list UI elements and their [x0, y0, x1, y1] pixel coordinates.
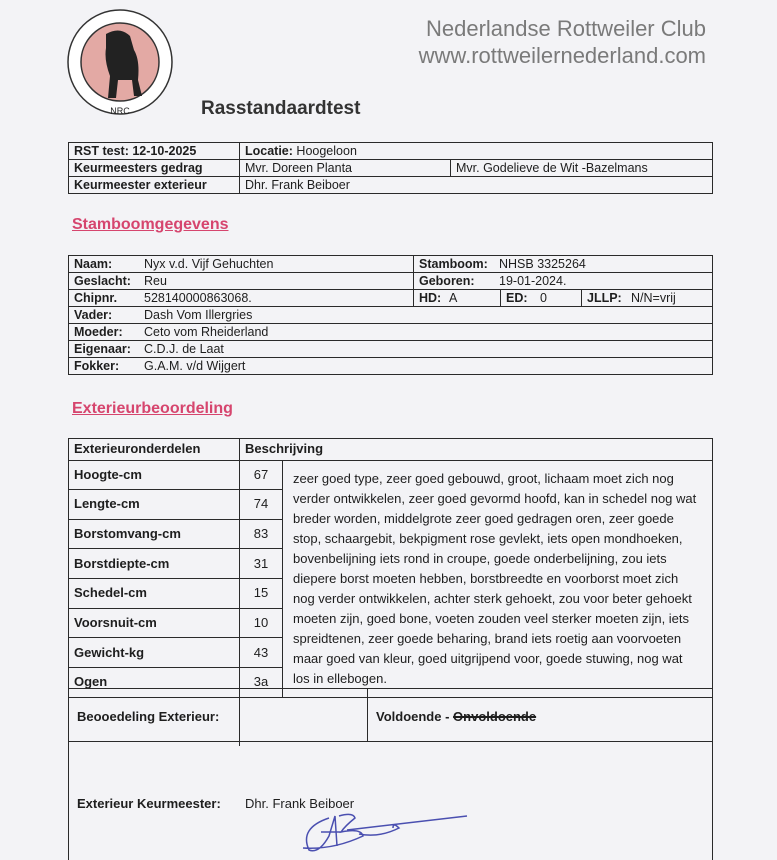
signature-label: Exterieur Keurmeester:: [77, 796, 221, 811]
eigenaar-label: Eigenaar:: [74, 342, 131, 356]
stamboom-table: [68, 255, 713, 375]
row-label: Borstomvang-cm: [69, 519, 240, 549]
row-value: 67: [240, 460, 283, 490]
geboren-label: Geboren:: [419, 274, 475, 288]
locatie-value: Hoogeloon: [296, 144, 357, 158]
moeder-value: Ceto vom Rheiderland: [144, 325, 269, 339]
hd-value: A: [449, 291, 458, 305]
chip-value: 528140000863068.: [144, 291, 252, 305]
col-header-onderdelen: Exterieuronderdelen: [69, 439, 240, 461]
exterieur-row: [69, 460, 713, 490]
beoordeling-struck-option: Onvoldoende: [453, 709, 537, 724]
beoordeling-result: Voldoende -: [376, 709, 454, 724]
handwritten-signature: [299, 808, 489, 858]
row-value: 15: [240, 579, 283, 609]
ed-value: 0: [540, 291, 547, 305]
exterieur-judge: Dhr. Frank Beiboer: [240, 177, 713, 194]
col-header-beschrijving: Beschrijving: [240, 439, 713, 461]
beoordeling-label-cell: [68, 688, 368, 742]
row-value: 83: [240, 519, 283, 549]
row-label: Borstdiepte-cm: [69, 549, 240, 579]
geslacht-label: Geslacht:: [74, 274, 131, 288]
row-label: Hoogte-cm: [69, 460, 240, 490]
naam-label: Naam:: [74, 257, 113, 271]
exterieur-label: Keurmeester exterieur: [69, 177, 240, 194]
row-value: 74: [240, 490, 283, 520]
gedrag-judge-1: Mvr. Doreen Planta: [240, 160, 451, 177]
row-label: Schedel-cm: [69, 579, 240, 609]
gedrag-label: Keurmeesters gedrag: [69, 160, 240, 177]
signature-name: Dhr. Frank Beiboer: [245, 796, 355, 811]
club-website: www.rottweilernederland.com: [418, 43, 706, 68]
beoordeling-result-cell: [367, 688, 713, 742]
geslacht-value: Reu: [144, 274, 167, 288]
gedrag-judge-2: Mvr. Godelieve de Wit -Bazelmans: [451, 160, 713, 177]
vader-label: Vader:: [74, 308, 113, 322]
chip-label: Chipnr.: [74, 291, 118, 305]
hd-label: HD:: [419, 291, 442, 305]
row-label: Lengte-cm: [69, 490, 240, 520]
club-logo: [66, 6, 176, 118]
jllp-value: N/N=vrij: [631, 291, 676, 305]
exterieur-heading: Exterieurbeoordeling: [72, 400, 233, 417]
row-value: 3a: [240, 667, 283, 697]
row-value: 31: [240, 549, 283, 579]
vader-value: Dash Vom Illergries: [144, 308, 253, 322]
moeder-label: Moeder:: [74, 325, 123, 339]
row-value: 10: [240, 608, 283, 638]
naam-value: Nyx v.d. Vijf Gehuchten: [144, 257, 274, 271]
fokker-value: G.A.M. v/d Wijgert: [144, 359, 246, 373]
stamboom-value: NHSB 3325264: [499, 257, 586, 271]
rst-label: RST test:: [74, 144, 129, 158]
svg-text:NRC: NRC: [110, 106, 130, 116]
row-label: Ogen: [69, 667, 240, 697]
description: zeer goed type, zeer goed gebouwd, groot, lichaam moet zich nog verder ontwikkelen, zeer goed gevormd hoofd, kan in schedel nog wat breder worden, middelgrote zeer goed gedragen oren, zeer goede stop, schaargebit, bekpigment rose gevlekt, iets open mondhoeken, bovenbelijning iets rond in croupe, goede onderbelijning, zou iets diepere borst moeten hebben, borstbreedte en voorborst moet zich nog verder ontwikkelen, achter sterk gehoekt, zou voor beter gehoekt moeten zijn, goed bone, voeten zouden veel sterker moeten zijn, iets spreidtenen, zeer goede beharing, brand iets roetig aan voorvoeten maar goed van kleur, goed uitgrijpend voor, goede stuwing, nog wat los in ellebogen.: [283, 460, 713, 697]
rst-date: 12-10-2025: [132, 144, 197, 158]
ed-label: ED:: [506, 291, 528, 305]
test-info-table: [68, 142, 713, 194]
eigenaar-value: C.D.J. de Laat: [144, 342, 224, 356]
row-label: Gewicht-kg: [69, 638, 240, 668]
fokker-label: Fokker:: [74, 359, 120, 373]
stamboom-heading: Stamboomgegevens: [72, 216, 229, 233]
row-label: Voorsnuit-cm: [69, 608, 240, 638]
geboren-value: 19-01-2024.: [499, 274, 567, 288]
stamboom-label: Stamboom:: [419, 257, 488, 271]
document-title: Rasstandaardtest: [201, 98, 361, 119]
jllp-label: JLLP:: [587, 291, 622, 305]
locatie-label: Locatie:: [245, 144, 293, 158]
beoordeling-label: Beooedeling Exterieur:: [77, 709, 220, 724]
signature-box: [68, 741, 713, 860]
row-value: 43: [240, 638, 283, 668]
club-name: Nederlandse Rottweiler Club: [425, 16, 706, 41]
